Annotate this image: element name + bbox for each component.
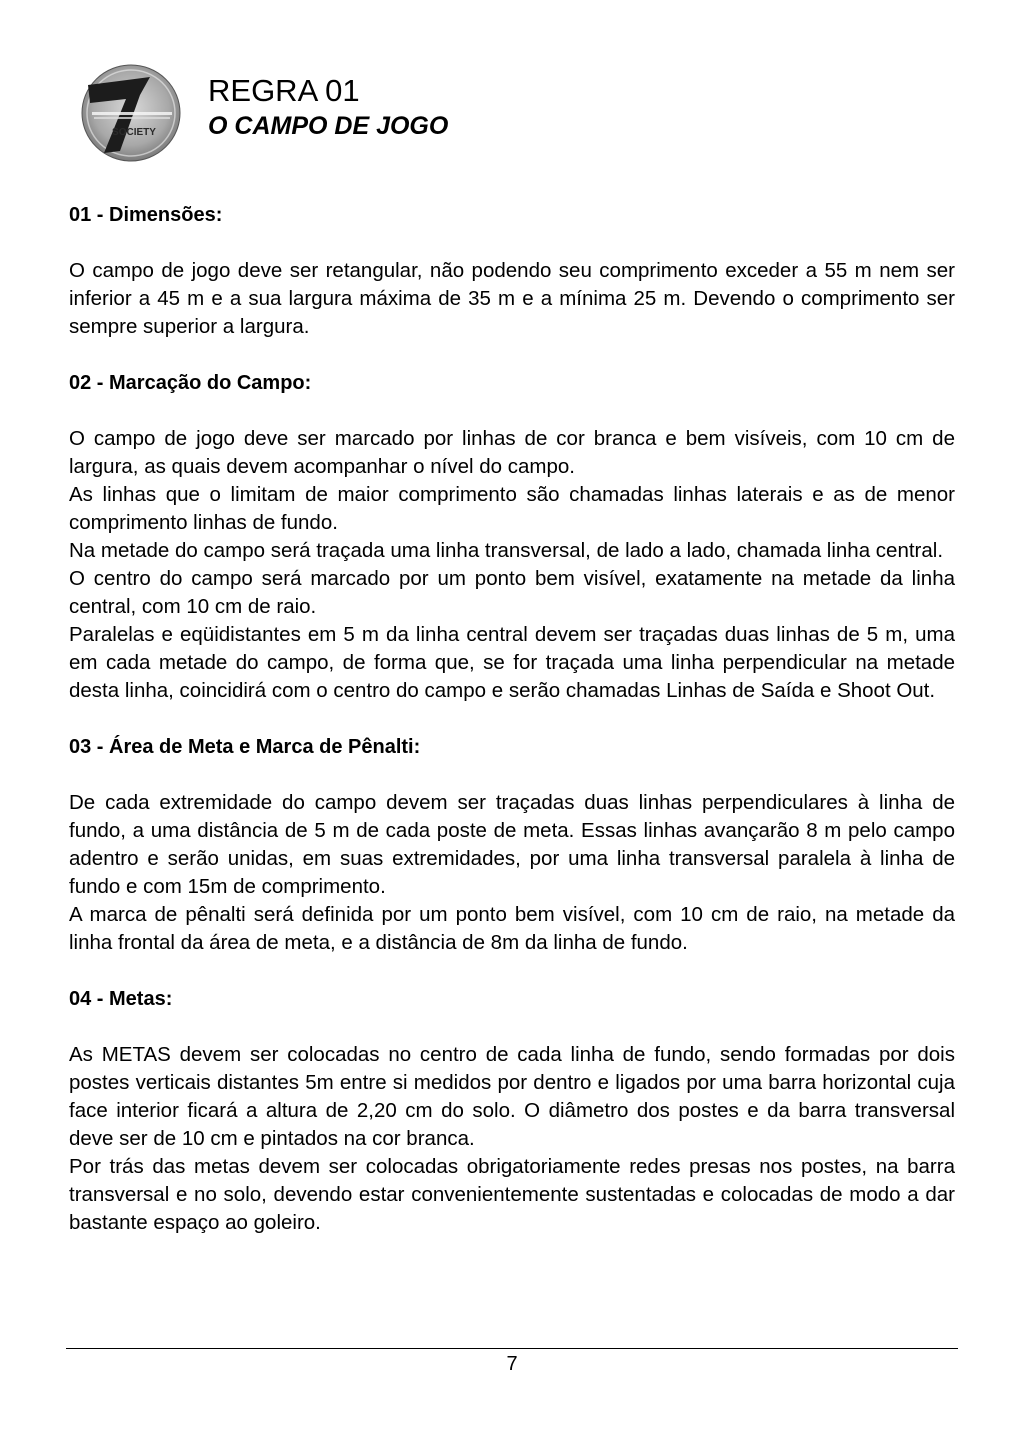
paragraph: O campo de jogo deve ser retangular, não podendo seu comprimento exceder a 55 m nem ser inferior a 45 m e a sua largura máxima de 35 m e a mínima 25 m. Devendo o comprimento ser sempre superior a largura. <box>69 259 955 338</box>
section-heading-area-de-meta: 03 - Área de Meta e Marca de Pênalti: <box>69 736 421 758</box>
document-body <box>69 201 955 1237</box>
footer-divider <box>66 1348 958 1349</box>
logo-wordmark: SOCIETY <box>112 127 156 138</box>
paragraph: O centro do campo será marcado por um ponto bem visível, exatamente na metade da linha central, com 10 cm de raio. <box>69 567 955 618</box>
paragraph: De cada extremidade do campo devem ser traçadas duas linhas perpendiculares à linha de fundo, a uma distância de 5 m de cada poste de meta. Essas linhas avançarão 8 m pelo campo adentro e serão unidas, em suas extremidades, por uma linha transversal paralela à linha de fundo e com 15m de comprimento. <box>69 791 955 898</box>
section-heading-dimensoes: 01 - Dimensões: <box>69 204 223 226</box>
paragraph: A marca de pênalti será definida por um ponto bem visível, com 10 cm de raio, na metade da linha frontal da área de meta, e a distância de 8m da linha de fundo. <box>69 903 955 954</box>
society-logo <box>80 63 182 163</box>
paragraph: As METAS devem ser colocadas no centro de cada linha de fundo, sendo formadas por dois postes verticais distantes 5m entre si medidos por dentro e ligados por uma barra horizontal cuja face interior ficará a altura de 2,20 cm do solo. O diâmetro dos postes e da barra transversal deve ser de 10 cm e pintados na cor branca. <box>69 1043 955 1150</box>
section-heading-metas: 04 - Metas: <box>69 988 173 1010</box>
paragraph: Na metade do campo será traçada uma linha transversal, de lado a lado, chamada linha central. <box>69 539 944 562</box>
paragraph: Paralelas e eqüidistantes em 5 m da linha central devem ser traçadas duas linhas de 5 m, uma em cada metade do campo, de forma que, se for traçada uma linha perpendicular na metade desta linha, coincidirá com o centro do campo e serão chamadas Linhas de Saída e Shoot Out. <box>69 623 955 702</box>
section-heading-marcacao: 02 - Marcação do Campo: <box>69 372 312 394</box>
page-title: REGRA 01 <box>208 73 360 108</box>
paragraph: Por trás das metas devem ser colocadas obrigatoriamente redes presas nos postes, na barra transversal e no solo, devendo estar convenientemente sustentadas e colocadas de modo a dar bastante espaço ao goleiro. <box>69 1155 955 1234</box>
paragraph: As linhas que o limitam de maior comprimento são chamadas linhas laterais e as de menor comprimento linhas de fundo. <box>69 483 955 534</box>
page-subtitle: O CAMPO DE JOGO <box>208 112 449 140</box>
paragraph: O campo de jogo deve ser marcado por linhas de cor branca e bem visíveis, com 10 cm de largura, as quais devem acompanhar o nível do campo. <box>69 427 955 478</box>
page-number: 7 <box>506 1353 518 1375</box>
